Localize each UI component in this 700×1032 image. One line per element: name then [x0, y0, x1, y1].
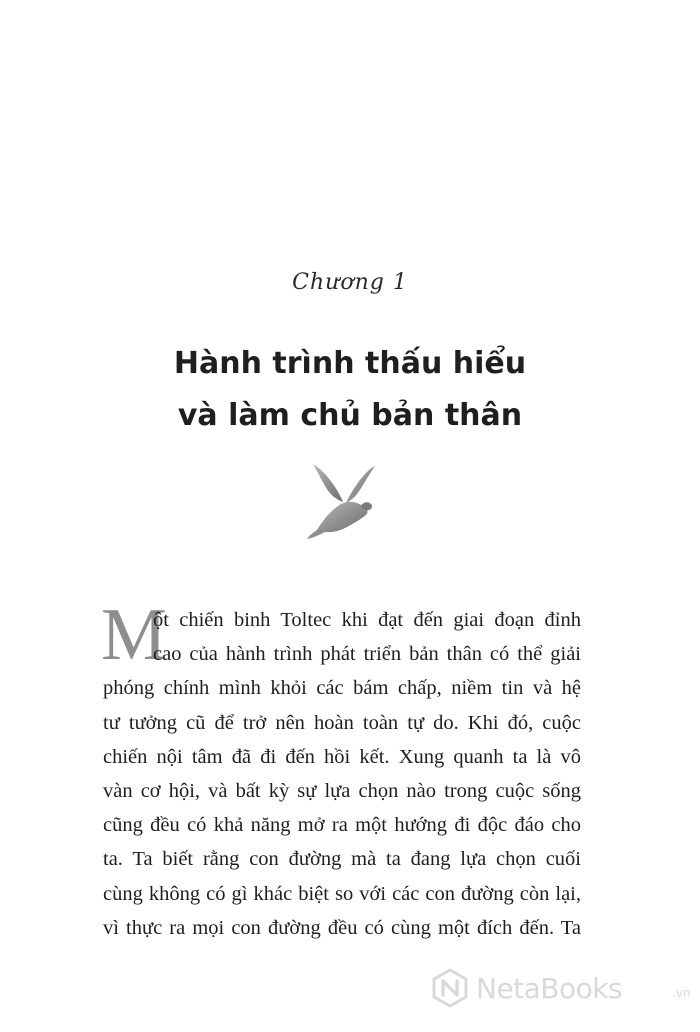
text-line: cũng đều có khả năng mở ra một hướng đi độc đáo cho [103, 814, 581, 837]
text-line: tư tưởng cũ để trở nên hoàn toàn tự do. Khi đó, cuộc [103, 711, 581, 734]
chapter-title-line: và làm chủ bản thân [177, 398, 523, 433]
watermark-brand: NetaBooks [476, 972, 623, 1005]
text-line: ột chiến binh Toltec khi đạt đến giai đoạn đỉnh [153, 609, 581, 631]
text-line: vì thực ra mọi con đường đều có cùng một đích đến. Ta [103, 916, 581, 939]
chapter-title-line: Hành trình thấu hiểu [173, 346, 527, 381]
chapter-title [0, 338, 700, 442]
dove-icon [305, 462, 381, 540]
chapter-label: Chương 1 [292, 270, 408, 295]
text-line: chiến nội tâm đã đi đến hồi kết. Xung quanh ta là vô [103, 745, 581, 768]
drop-cap: M [101, 594, 167, 676]
text-line: phóng chính mình khỏi các bám chấp, niềm tin và hệ [103, 677, 581, 700]
text-line: vàn cơ hội, và bất kỳ sự lựa chọn nào trong cuộc sống [103, 779, 581, 802]
netabooks-logo-icon [430, 968, 470, 1008]
text-line: ta. Ta biết rằng con đường mà ta đang lựa chọn cuối [103, 848, 581, 871]
watermark [430, 968, 692, 1008]
text-line: cao của hành trình phát triển bản thân có thể giải [153, 643, 581, 666]
text-line: cùng không có gì khác biệt so với các con đường còn lại, [103, 882, 581, 905]
watermark-tld: .vn [672, 986, 691, 1000]
body-paragraph [103, 603, 581, 945]
